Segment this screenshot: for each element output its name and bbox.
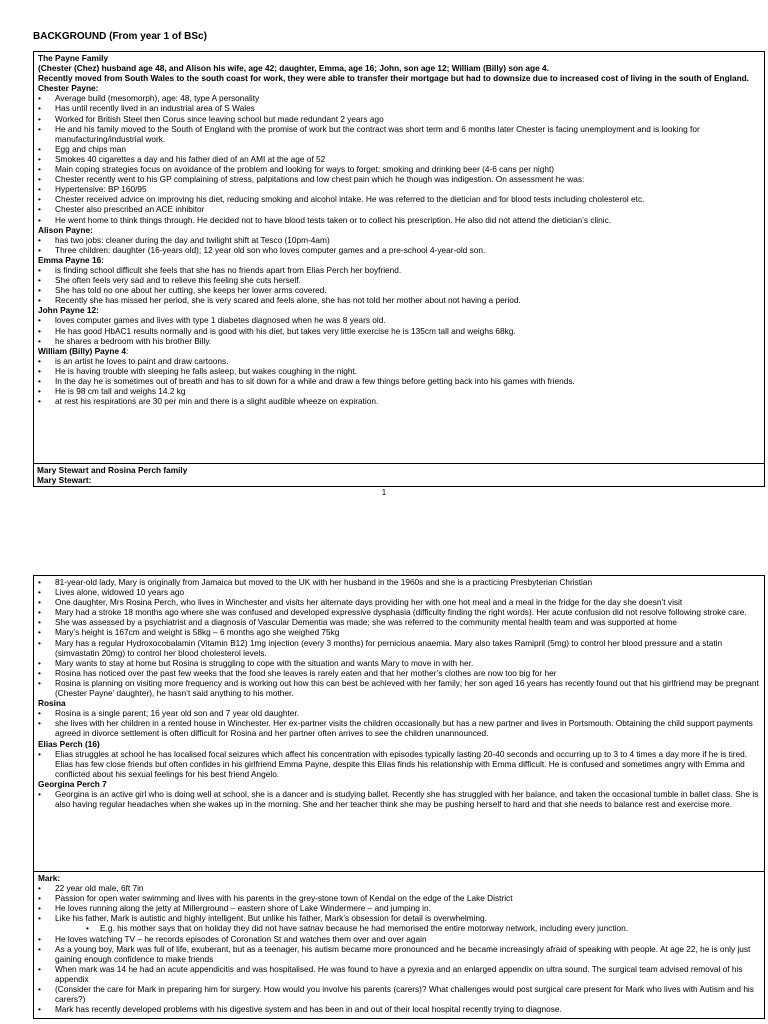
- list-item: • she lives with her children in a rented house in Winchester. Her ex-partner visits the children occasionally but has a new partner and lives in Portsmouth. Obtaining the child support payments agreed in divorce settlement is often difficult for Rosina and her partner often arrives to see the children unannounced.: [38, 718, 760, 738]
- page-heading: BACKGROUND (From year 1 of BSc): [33, 31, 207, 42]
- list-item: • Hypertensive: BP 160/95: [38, 184, 760, 194]
- emma-list: [38, 265, 760, 305]
- list-item: • Rosina has noticed over the past few weeks that the food she leaves is rarely eaten and that her mother’s clothes are now too big for her: [38, 668, 760, 678]
- billy-title-line: [38, 346, 760, 356]
- list-item: • When mark was 14 he had an acute appendicitis and was hospitalised. He was found to have a pyrexia and an enlarged appendix on ultra sound. The surgical team advised removal of his appendix: [38, 964, 760, 984]
- list-item: • He loves running along the jetty at Millerground – eastern shore of Lake Windermere – and jumping in.: [38, 903, 760, 913]
- elias-list: [38, 749, 760, 779]
- list-item: • As a young boy, Mark was full of life, exuberant, but as a teenager, his autism became more pronounced and he became increasingly afraid of speaking with people. At age 22, he is only just gaining enough confidence to make friends: [38, 944, 760, 964]
- list-item: • at rest his respirations are 30 per min and there is a slight audible wheeze on expiration.: [38, 396, 760, 406]
- emma-title: Emma Payne 16:: [38, 254, 104, 265]
- list-item: • Elias struggles at school he has localised focal seizures which affect his concentration with episodes typically lasting 20-40 seconds and occurring up to 3 to 4 times a day more if he is tired. Elias has few close friends but often confides in his girlfriend Emma Payne, despite this Elias finds his relationship with Emma difficult. He is confused and sometimes angry with Emma and conflicted about his sexual feelings for his best friend Angelo.: [38, 749, 760, 779]
- list-item: • 81-year-old lady, Mary is originally from Jamaica but moved to the UK with her husband in the 1960s and she is a practicing Presbyterian Christian: [38, 577, 760, 587]
- list-item: • Smokes 40 cigarettes a day and his father died of an AMI at the age of 52: [38, 154, 760, 164]
- payne-family-section: [33, 51, 765, 487]
- billy-title-colon: :: [126, 345, 129, 356]
- list-item: • is an artist he loves to paint and draw cartoons.: [38, 356, 760, 366]
- list-item: • has two jobs: cleaner during the day and twilight shift at Tesco (10pm-4am): [38, 235, 760, 245]
- list-item: • Mary’s height is 167cm and weight is 58kg – 6 months ago she weighed 75kg: [38, 627, 760, 637]
- mary-list: [38, 577, 760, 698]
- list-item: • Chester recently went to his GP complaining of stress, palpitations and low chest pain which he though was indigestion. On assessment he was:: [38, 174, 760, 184]
- list-item: • He went home to think things through. He decided not to have blood tests taken or to collect his prescription. He also did not attend the dietician’s clinic.: [38, 215, 760, 225]
- georgina-list: [38, 789, 760, 809]
- list-item: • Main coping strategies focus on avoidance of the problem and looking for ways to forget: smoking and drinking beer (4-6 cans per night): [38, 164, 760, 174]
- list-item: • Rosina is planning on visiting more frequency and is working out how this can best be achieved with her family; her son aged 16 years has recently found out that his girlfriend may be pregnant (Chester Payne’ daughter), he hasn’t said anything to his mother.: [38, 678, 760, 698]
- stewart-family-title: Mary Stewart and Rosina Perch family: [37, 465, 188, 475]
- stewart-family-header: [33, 463, 765, 486]
- list-item: • Passion for open water swimming and lives with his parents in the grey-stone town of Kendal on the edge of the Lake District: [38, 893, 760, 903]
- list-item: • He and his family moved to the South of England with the promise of work but the contract was short term and 6 months later Chester is facing unemployment and is looking for manufacturing/industrial work.: [38, 124, 760, 144]
- list-item: • Average build (mesomorph), age: 48, type A personality: [38, 93, 760, 103]
- john-list: [38, 315, 760, 345]
- mary-title: Mary Stewart:: [37, 475, 92, 486]
- list-item: • Mary has a regular Hydroxocobalamin (Vitamin B12) 1mg injection (every 3 months) for pernicious anaemia. Mary also takes Ramipril (5mg) to control her blood pressure and a statin (simvastatin 20mg) to control her blood cholesterol levels.: [38, 638, 760, 658]
- list-sub-item: • E.g. his mother says that on holiday they did not have satnav because he had memorised the entire motorway network, including every junction.: [38, 923, 760, 933]
- list-item: • Chester received advice on improving his diet, reducing smoking and alcohol intake. He was referred to the dietician and for blood tests including cholesterol etc.: [38, 194, 760, 204]
- alison-title: Alison Payne:: [38, 224, 93, 235]
- list-item: • Rosina is a single parent; 16 year old son and 7 year old daughter.: [38, 708, 760, 718]
- list-item: • (Consider the care for Mark in preparing him for surgery. How would you involve his parents (carers)? What challenges would post surgical care present for Mark who lives with Autism and his carers?): [38, 984, 760, 1004]
- list-item: • He is having trouble with sleeping he falls asleep, but wakes coughing in the night.: [38, 366, 760, 376]
- mark-title: Mark:: [38, 873, 61, 883]
- payne-family-members: (Chester (Chez) husband age 48, and Alison his wife, age 42; daughter, Emma, age 16; John, son age 12; William (Billy) son age 4.: [38, 63, 549, 74]
- elias-title: Elias Perch (16): [38, 738, 100, 749]
- list-item: • She has told no one about her cutting, she keeps her lower arms covered.: [38, 285, 760, 295]
- payne-family-move: Recently moved from South Wales to the south coast for work, they were able to transfer their mortgage but had to downsize due to increased cost of living in the south of England.: [38, 73, 750, 84]
- list-item: • Recently she has missed her period, she is very scared and feels alone, she has not told her mother about not having a period.: [38, 295, 760, 305]
- list-item: • Georgina is an active girl who is doing well at school, she is a dancer and is studying ballet. Recently she has struggled with her balance, and taken the occasional tumble in ballet class. She is also having regular headaches when she wakes up in the morning. She and her teacher think she may be pushing herself to hard and that she needs to balance rest and exercise more.: [38, 789, 760, 809]
- list-item: • Three children: daughter (16-years old); 12 year old son who loves computer games and a pre-school 4-year-old son.: [38, 245, 760, 255]
- list-item: • Has until recently lived in an industrial area of S Wales: [38, 103, 760, 113]
- rosina-list: [38, 708, 760, 738]
- alison-list: [38, 235, 760, 255]
- list-item: • he shares a bedroom with his brother Billy.: [38, 336, 760, 346]
- mark-section: [33, 871, 765, 1019]
- mark-list: [38, 883, 760, 1014]
- list-item: • Like his father, Mark is autistic and highly intelligent. But unlike his father, Mark’s obsession for detail is overwhelming.: [38, 913, 760, 923]
- georgina-title: Georgina Perch 7: [38, 778, 107, 789]
- rosina-title: Rosina: [38, 698, 66, 709]
- list-item: • She was assessed by a psychiatrist and a diagnosis of Vascular Dementia was made; she was referred to the community mental health team and was supported at home: [38, 617, 760, 627]
- john-title: John Payne 12:: [38, 305, 99, 316]
- payne-family-title: The Payne Family: [38, 53, 109, 63]
- list-item: • He is 98 cm tall and weighs 14.2 kg: [38, 386, 760, 396]
- stewart-perch-section: [33, 575, 765, 872]
- list-item: • is finding school difficult she feels that she has no friends apart from Elias Perch her boyfriend.: [38, 265, 760, 275]
- list-item: • loves computer games and lives with type 1 diabetes diagnosed when he was 8 years old.: [38, 315, 760, 325]
- list-item: • She often feels very sad and to relieve this feeling she cuts herself.: [38, 275, 760, 285]
- billy-list: [38, 356, 760, 406]
- list-item: • Lives alone, widowed 10 years ago: [38, 587, 760, 597]
- list-item: • He loves watching TV – he records episodes of Coronation St and watches them over and over again: [38, 934, 760, 944]
- list-item: • Mary wants to stay at home but Rosina is struggling to cope with the situation and wants Mary to move in with her.: [38, 658, 760, 668]
- page-number: 1: [381, 488, 387, 497]
- list-item: • Chester also prescribed an ACE inhibitor: [38, 204, 760, 214]
- list-item: • He has good HbAC1 results normally and is good with his diet, but takes very little exercise he is 135cm tall and weighs 68kg.: [38, 326, 760, 336]
- list-item: • Worked for British Steel then Corus since leaving school but made redundant 2 years ago: [38, 114, 760, 124]
- chester-list: [38, 93, 760, 224]
- chester-title: Chester Payne:: [38, 83, 99, 94]
- list-item: • Mark has recently developed problems with his digestive system and has been in and out of their local hospital recently trying to diagnose.: [38, 1004, 760, 1014]
- list-item: • In the day he is sometimes out of breath and has to sit down for a while and draw a few things before getting back into his games with friends.: [38, 376, 760, 386]
- list-item: • One daughter, Mrs Rosina Perch, who lives in Winchester and visits her alternate days providing her with one hot meal and a meal in the fridge for the day she doesn’t visit: [38, 597, 760, 607]
- list-item: • Mary had a stroke 18 months ago where she was confused and developed expressive dysphasia (difficulty finding the right words). Her acute confusion did not resolve following stroke care.: [38, 607, 760, 617]
- billy-title: William (Billy) Payne 4: [38, 345, 126, 356]
- list-item: • 22 year old male, 6ft 7in: [38, 883, 760, 893]
- list-item: • Egg and chips man: [38, 144, 760, 154]
